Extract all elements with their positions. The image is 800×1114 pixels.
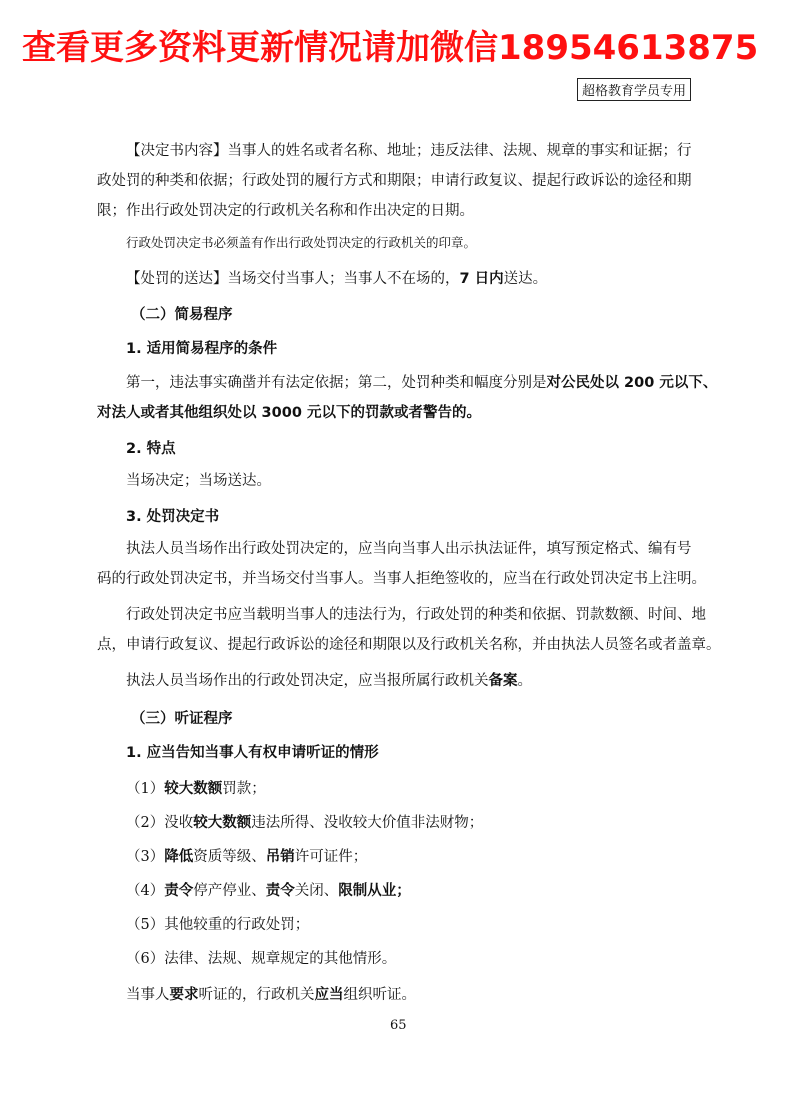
section3-sub1: 1. 应当告知当事人有权申请听证的情形 xyxy=(126,745,379,761)
section3-heading: （三）听证程序 xyxy=(131,711,233,727)
p1-line1: 执法人员当场作出行政处罚决定的，应当向当事人出示执法证件，填写预定格式、编有号 xyxy=(126,541,692,557)
delivery-post: 送达。 xyxy=(503,271,548,287)
list-item-text: 许可证件； xyxy=(294,849,368,865)
conclusion-pre: 当事人 xyxy=(126,987,170,1003)
conclusion-bold: 要求 xyxy=(169,987,199,1003)
list-item-num: （3） xyxy=(126,849,165,865)
page-number: 65 xyxy=(390,1018,407,1033)
delivery-pre: 【处罚的送达】当场交付当事人；当事人不在场的， xyxy=(126,271,460,287)
list-item-num: （5） xyxy=(126,917,165,933)
p3-line xyxy=(126,669,532,690)
list-item-num: （4） xyxy=(126,883,165,899)
list-item-bold: 责令 xyxy=(265,883,295,899)
p2-line1: 行政处罚决定书应当载明当事人的违法行为，行政处罚的种类和依据、罚款数额、时间、地 xyxy=(126,607,706,623)
list-item xyxy=(126,777,266,798)
para1-line2: 政处罚的种类和依据；行政处罚的履行方式和期限；申请行政复议、提起行政诉讼的途径和期 xyxy=(97,173,692,189)
list-item-text: 罚款； xyxy=(222,781,266,797)
section2-sub2: 2. 特点 xyxy=(126,441,176,457)
feature-text: 当场决定；当场送达。 xyxy=(126,473,271,489)
list-item-text: 没收 xyxy=(164,815,194,831)
list-item xyxy=(126,811,483,832)
section2-heading: （二）简易程序 xyxy=(131,307,233,323)
section2-sub3: 3. 处罚决定书 xyxy=(126,509,220,525)
cond-line1-bold: 对公民处以 200 元以下、 xyxy=(546,375,718,391)
conclusion-bold: 应当 xyxy=(314,987,344,1003)
list-item-bold: 责令 xyxy=(164,883,194,899)
list-item-text: 法律、法规、规章规定的其他情形。 xyxy=(164,951,397,967)
list-item-text: 违法所得、没收较大价值非法财物； xyxy=(251,815,484,831)
para1-line1: 【决定书内容】当事人的姓名或者名称、地址；违反法律、法规、规章的事实和证据；行 xyxy=(126,143,692,159)
hearing-conclusion xyxy=(126,983,416,1004)
seal-note: 行政处罚决定书必须盖有作出行政处罚决定的行政机关的印章。 xyxy=(126,235,477,250)
section2-sub1: 1. 适用简易程序的条件 xyxy=(126,341,278,357)
p2-line2: 点，申请行政复议、提起行政诉讼的途径和期限以及行政机关名称，并由执法人员签名或者盖章。 xyxy=(97,637,721,653)
cond-line1-pre: 第一，违法事实确凿并有法定依据；第二，处罚种类和幅度分别是 xyxy=(126,375,547,391)
list-item-bold: 较大数额 xyxy=(164,781,223,797)
list-item-text: 资质等级、 xyxy=(193,849,266,865)
list-item-bold: 降低 xyxy=(164,849,194,865)
conclusion-mid: 听证的，行政机关 xyxy=(198,987,315,1003)
cond-line2: 对法人或者其他组织处以 3000 元以下的罚款或者警告的。 xyxy=(97,405,481,421)
list-item-text: 关闭、 xyxy=(294,883,339,899)
list-item-num: （2） xyxy=(126,815,165,831)
list-item xyxy=(126,845,367,866)
watermark-banner: 查看更多资料更新情况请加微信18954613875 xyxy=(22,28,759,68)
list-item xyxy=(126,913,309,934)
para1-line3: 限；作出行政处罚决定的行政机关名称和作出决定的日期。 xyxy=(97,203,474,219)
list-item-num: （1） xyxy=(126,781,165,797)
student-use-tag: 超格教育学员专用 xyxy=(577,78,691,101)
list-item-bold: 吊销 xyxy=(265,849,295,865)
delivery-line xyxy=(126,267,547,288)
p1-line2: 码的行政处罚决定书，并当场交付当事人。当事人拒绝签收的，应当在行政处罚决定书上注明。 xyxy=(97,571,706,587)
conclusion-post: 组织听证。 xyxy=(343,987,416,1003)
list-item xyxy=(126,879,411,900)
list-item-text: 停产停业、 xyxy=(193,883,266,899)
delivery-bold: 7 日内 xyxy=(459,271,504,287)
p3-post: 。 xyxy=(517,673,532,689)
list-item-text: 其他较重的行政处罚； xyxy=(164,917,310,933)
list-item xyxy=(126,947,396,968)
list-item-num: （6） xyxy=(126,951,165,967)
list-item-bold: 较大数额 xyxy=(193,815,252,831)
p3-bold: 备案 xyxy=(488,673,518,689)
cond-line1 xyxy=(126,371,717,392)
list-item-bold: 限制从业； xyxy=(338,883,411,899)
p3-pre: 执法人员当场作出的行政处罚决定，应当报所属行政机关 xyxy=(126,673,489,689)
